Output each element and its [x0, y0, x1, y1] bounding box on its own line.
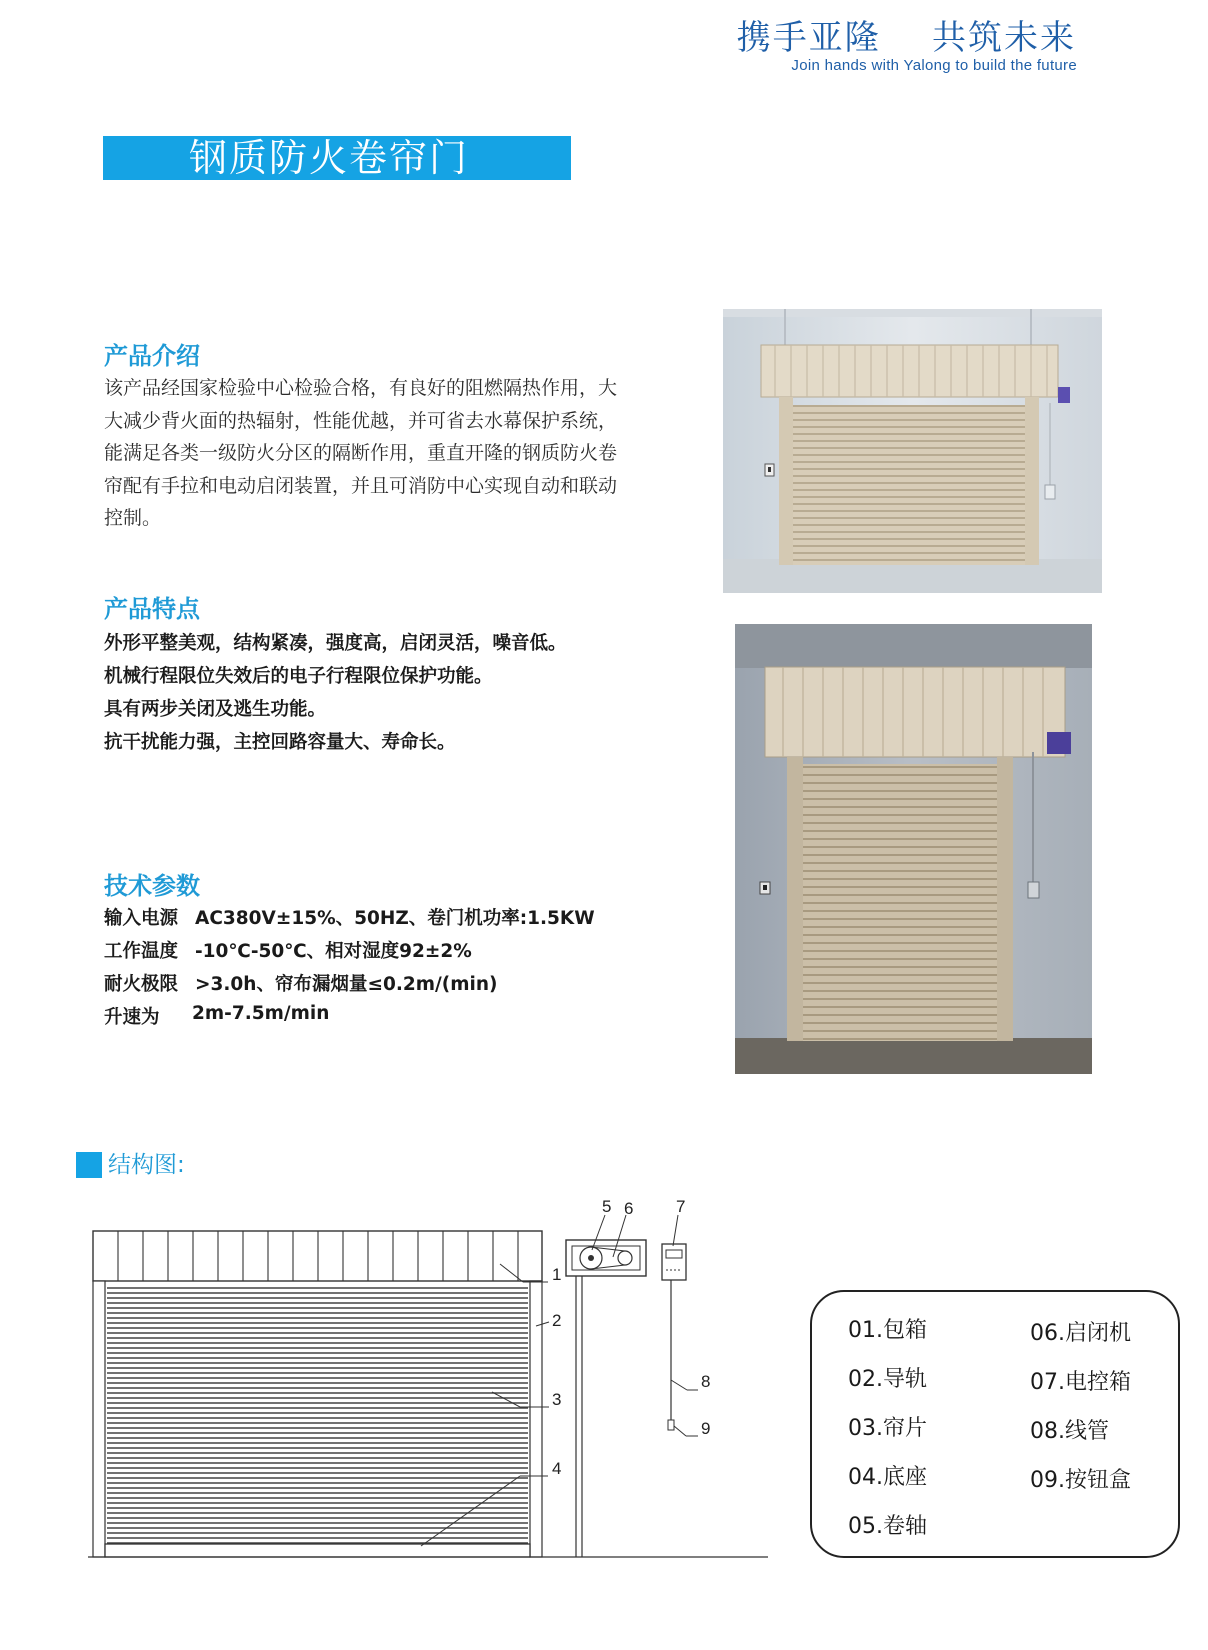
diagram-base	[105, 1544, 530, 1557]
structure-diagram	[88, 1160, 768, 1570]
callout-4: 4	[552, 1459, 562, 1478]
diagram-rail-left	[93, 1281, 105, 1557]
callout-5: 5	[602, 1197, 612, 1216]
spec-value: >3.0h、帘布漏烟量≤0.2m/(min)	[195, 974, 498, 995]
door-photo-1	[723, 309, 1102, 593]
callout-7: 7	[676, 1197, 686, 1216]
spec-label: 升速为	[104, 1007, 160, 1028]
page-title: 钢质防火卷帘门	[189, 136, 470, 180]
spec-label: 输入电源	[104, 908, 179, 929]
diagram-button-box	[668, 1420, 674, 1430]
slogan-chinese: 携手亚隆 共筑未来	[736, 18, 1076, 58]
legend-item: 02.导轨	[848, 1367, 927, 1392]
spec-value: -10℃-50℃、相对湿度92±2%	[195, 941, 472, 962]
door-photo-2	[735, 624, 1092, 1074]
callout-3: 3	[552, 1390, 562, 1409]
features-heading: 产品特点	[104, 595, 200, 623]
specs-heading: 技术参数	[104, 872, 200, 900]
diagram-rail-right	[530, 1281, 542, 1557]
spec-value: AC380V±15%、50HZ、卷门机功率:1.5KW	[195, 908, 595, 929]
feature-item: 机械行程限位失效后的电子行程限位保护功能。	[104, 666, 493, 687]
spec-value: 2m-7.5m/min	[192, 1003, 330, 1024]
slogan-english: Join hands with Yalong to build the future	[791, 57, 1077, 74]
intro-text	[104, 372, 664, 535]
callout-8: 8	[701, 1372, 711, 1391]
legend-item: 09.按钮盒	[1030, 1468, 1131, 1493]
intro-line: 大减少背火面的热辐射，性能优越，并可省去水幕保护系统，	[104, 409, 618, 432]
feature-item: 外形平整美观，结构紧凑，强度高，启闭灵活，噪音低。	[104, 633, 567, 654]
legend-item: 06.启闭机	[1030, 1321, 1131, 1346]
feature-item: 抗干扰能力强，主控回路容量大、寿命长。	[104, 732, 456, 753]
feature-item: 具有两步关闭及逃生功能。	[104, 699, 327, 720]
callout-6: 6	[624, 1199, 634, 1218]
callout-9: 9	[701, 1419, 711, 1438]
callout-2: 2	[552, 1311, 562, 1330]
legend-item: 08.线管	[1030, 1419, 1109, 1444]
intro-line: 能满足各类一级防火分区的隔断作用，重直开隆的钢质防火卷	[104, 442, 618, 464]
diagram-curtain	[107, 1288, 528, 1543]
diagram-motor-housing	[566, 1240, 646, 1276]
spec-label: 耐火极限	[104, 974, 179, 995]
features-list	[104, 627, 664, 759]
diagram-control-box	[662, 1244, 686, 1280]
intro-line: 帘配有手拉和电动启闭装置，并且可消防中心实现自动和联动	[104, 474, 618, 497]
intro-line: 控制。	[104, 507, 162, 529]
legend-item: 05.卷轴	[848, 1514, 927, 1539]
intro-line: 该产品经国家检验中心检验合格，有良好的阻燃隔热作用，大	[104, 377, 618, 399]
structure-heading: 结构图:	[108, 1152, 185, 1178]
spec-label: 工作温度	[104, 941, 179, 962]
intro-heading: 产品介绍	[104, 342, 200, 370]
legend-item: 07.电控箱	[1030, 1370, 1131, 1395]
legend-item: 01.包箱	[848, 1318, 927, 1343]
callout-1: 1	[552, 1265, 562, 1284]
legend-item: 03.帘片	[848, 1416, 927, 1441]
legend-item: 04.底座	[848, 1465, 927, 1490]
